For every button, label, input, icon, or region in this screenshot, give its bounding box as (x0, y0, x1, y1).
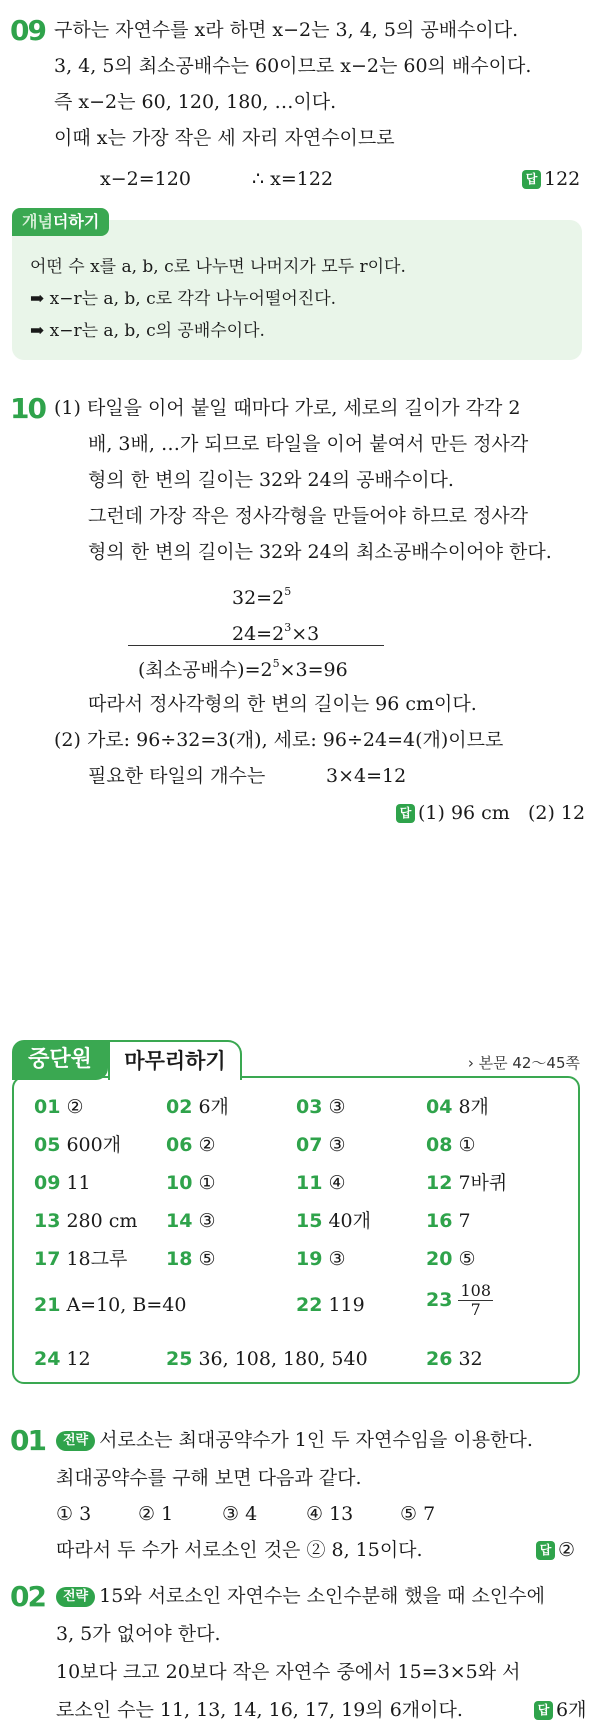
q10-answer (396, 801, 585, 825)
q10-answer-value: (1) 96 cm (2) 12 (418, 802, 586, 824)
answer-number: 26 (426, 1348, 453, 1370)
s02-line-3: 10보다 크고 20보다 작은 자연수 중에서 15=3×5와 서 (56, 1661, 521, 1683)
answer-cell-13 (34, 1208, 137, 1234)
q10-line-5: 형의 한 변의 길이는 32와 24의 최소공배수이어야 한다. (88, 541, 552, 563)
answer-number: 10 (166, 1172, 193, 1194)
s01-option-3: ③ 4 (222, 1503, 258, 1525)
s02-line-4: 로소인 수는 11, 13, 14, 16, 17, 19의 6개이다. (56, 1699, 463, 1721)
answer-value: ④ (328, 1172, 346, 1194)
answer-value: 12 (66, 1348, 91, 1370)
answer-value: 32 (458, 1348, 483, 1370)
answer-number: 14 (166, 1210, 193, 1232)
q09-equation-2: ∴ x=122 (252, 168, 334, 190)
q10-line-1: (1) 타일을 이어 붙일 때마다 가로, 세로의 길이가 각각 2 (54, 397, 521, 419)
answer-cell-08 (426, 1132, 476, 1158)
answer-badge: 답 (534, 1701, 553, 1720)
s01-line-3: 따라서 두 수가 서로소인 것은 ② 8, 15이다. (56, 1539, 423, 1561)
answer-value: 119 (328, 1294, 365, 1316)
answer-cell-04 (426, 1094, 489, 1120)
answer-value: ③ (328, 1096, 346, 1118)
s01-option-5: ⑤ 7 (400, 1503, 436, 1525)
answer-number: 04 (426, 1096, 453, 1118)
q09-line-2: 3, 4, 5의 최소공배수는 60이므로 x−2는 60의 배수이다. (54, 55, 532, 77)
answer-cell-03 (296, 1094, 346, 1120)
s01-option-2: ② 1 (138, 1503, 174, 1525)
q10-part2-line-2: 필요한 타일의 개수는 (88, 765, 266, 787)
q10-part2-line-1: (2) 가로: 96÷32=3(개), 세로: 96÷24=4(개)이므로 (54, 729, 504, 751)
q10-line-4: 그런데 가장 작은 정사각형을 만들어야 하므로 정사각 (88, 505, 529, 527)
answer-cell-10 (166, 1170, 216, 1196)
answer-number: 16 (426, 1210, 453, 1232)
fraction-answer: $\frac{108}{7}$ (460, 1281, 491, 1319)
answer-number: 06 (166, 1134, 193, 1156)
answer-cell-23 (426, 1282, 493, 1319)
answer-number: 22 (296, 1294, 323, 1316)
answer-number: 02 (166, 1096, 193, 1118)
answer-number: 12 (426, 1172, 453, 1194)
answer-value: 11 (66, 1172, 91, 1194)
answer-cell-22 (296, 1292, 365, 1318)
answer-value: ① (458, 1134, 476, 1156)
answer-value: 18그루 (66, 1248, 128, 1270)
answer-value: 6개 (198, 1096, 229, 1118)
answer-value: ⑤ (198, 1248, 216, 1270)
s01-answer (536, 1538, 575, 1562)
answer-number: 13 (34, 1210, 61, 1232)
answer-cell-07 (296, 1132, 346, 1158)
answer-number: 21 (34, 1294, 61, 1316)
answer-cell-20 (426, 1246, 476, 1272)
answer-cell-24 (34, 1346, 91, 1372)
q10-line-3: 형의 한 변의 길이는 32와 24의 공배수이다. (88, 469, 454, 491)
answer-value: 40개 (328, 1210, 371, 1232)
q09-equation-1: x−2=120 (100, 168, 191, 190)
answer-value: ⑤ (458, 1248, 476, 1270)
answer-value: ③ (328, 1134, 346, 1156)
answer-cell-09 (34, 1170, 91, 1196)
answer-cell-12 (426, 1170, 507, 1196)
answer-number: 09 (34, 1172, 61, 1194)
answer-number: 17 (34, 1248, 61, 1270)
answer-value: 7 (458, 1210, 471, 1232)
s02-line-1: 전략 15와 서로소인 자연수는 소인수분해 했을 때 소인수에 (56, 1584, 545, 1608)
q09-line-4: 이때 x는 가장 작은 세 자리 자연수이므로 (54, 127, 395, 149)
answer-value: 36, 108, 180, 540 (198, 1348, 368, 1370)
summary-tab-section: 중단원 (12, 1040, 108, 1080)
answer-cell-02 (166, 1094, 229, 1120)
answer-cell-26 (426, 1346, 483, 1372)
tip-line-3: ➡ x−r는 a, b, c의 공배수이다. (30, 321, 265, 341)
solution-number-02: 02 (10, 1580, 45, 1613)
answer-number: 20 (426, 1248, 453, 1270)
solution-number-01: 01 (10, 1424, 45, 1457)
summary-tab-title: 마무리하기 (108, 1040, 242, 1080)
q10-lcm: (최소공배수)$=2^5\times 3=96$ (138, 657, 348, 681)
answer-value: A=10, B=40 (66, 1294, 187, 1316)
q09-line-1: 구하는 자연수를 x라 하면 x−2는 3, 4, 5의 공배수이다. (54, 19, 519, 41)
answer-badge: 답 (522, 170, 541, 189)
answer-cell-11 (296, 1170, 346, 1196)
answer-cell-19 (296, 1246, 346, 1272)
answer-value: ③ (198, 1210, 216, 1232)
q09-line-3: 즉 x−2는 60, 120, 180, …이다. (54, 91, 337, 113)
q10-conclusion: 따라서 정사각형의 한 변의 길이는 96 cm이다. (88, 693, 477, 715)
answer-cell-21 (34, 1292, 186, 1318)
answer-cell-06 (166, 1132, 216, 1158)
answer-number: 18 (166, 1248, 193, 1270)
q10-line-2: 배, 3배, …가 되므로 타일을 이어 붙여서 만든 정사각 (88, 433, 529, 455)
answer-number: 01 (34, 1096, 61, 1118)
tip-line-1: 어떤 수 x를 a, b, c로 나누면 나머지가 모두 r이다. (30, 257, 406, 277)
q09-answer-value: 122 (544, 168, 581, 190)
answer-cell-25 (166, 1346, 368, 1372)
page-reference: › 본문 42～45쪽 (467, 1054, 580, 1072)
answer-badge: 답 (396, 804, 415, 823)
s01-line-2: 최대공약수를 구해 보면 다음과 같다. (56, 1467, 362, 1489)
answer-value: ② (198, 1134, 216, 1156)
answer-number: 05 (34, 1134, 61, 1156)
answer-number: 19 (296, 1248, 323, 1270)
problem-number-09: 09 (10, 14, 45, 47)
q10-factor-24: $24=2^3\times 3$ (232, 621, 320, 645)
answer-number: 24 (34, 1348, 61, 1370)
answer-value: ③ (328, 1248, 346, 1270)
answer-value: 7바퀴 (458, 1172, 508, 1194)
s01-answer-value: ② (558, 1539, 576, 1561)
s01-line-1: 전략 서로소는 최대공약수가 1인 두 자연수임을 이용한다. (56, 1428, 533, 1452)
s01-option-4: ④ 13 (306, 1503, 354, 1525)
problem-number-10: 10 (10, 392, 45, 425)
answer-value: 600개 (66, 1134, 122, 1156)
answer-cell-16 (426, 1208, 471, 1234)
answer-cell-01 (34, 1094, 84, 1120)
q09-answer (522, 167, 580, 191)
answer-badge: 답 (536, 1541, 555, 1560)
q10-part2-calc: 3×4=12 (326, 765, 407, 787)
concept-tip-tab: 개념더하기 (12, 208, 109, 236)
answer-value: ② (66, 1096, 84, 1118)
strategy-badge: 전략 (56, 1587, 95, 1607)
answer-cell-17 (34, 1246, 127, 1272)
s02-answer-value: 6개 (556, 1699, 587, 1721)
answer-value: 280 cm (66, 1210, 138, 1232)
strategy-badge: 전략 (56, 1431, 95, 1451)
answer-cell-14 (166, 1208, 216, 1234)
answer-cell-18 (166, 1246, 216, 1272)
q10-factor-32: $32=2^5$ (232, 585, 292, 609)
answer-number: 08 (426, 1134, 453, 1156)
divider-line (128, 645, 384, 646)
answer-cell-15 (296, 1208, 371, 1234)
s02-line-2: 3, 5가 없어야 한다. (56, 1623, 221, 1645)
answer-number: 07 (296, 1134, 323, 1156)
answer-number: 25 (166, 1348, 193, 1370)
answer-number: 15 (296, 1210, 323, 1232)
answer-value: ① (198, 1172, 216, 1194)
answer-value: 8개 (458, 1096, 489, 1118)
s01-option-1: ① 3 (56, 1503, 92, 1525)
answer-cell-05 (34, 1132, 121, 1158)
answer-number: 03 (296, 1096, 323, 1118)
s02-answer (534, 1698, 586, 1722)
tip-line-2: ➡ x−r는 a, b, c로 각각 나누어떨어진다. (30, 289, 337, 309)
answer-number: 11 (296, 1172, 323, 1194)
answer-number: 23 (426, 1288, 453, 1311)
